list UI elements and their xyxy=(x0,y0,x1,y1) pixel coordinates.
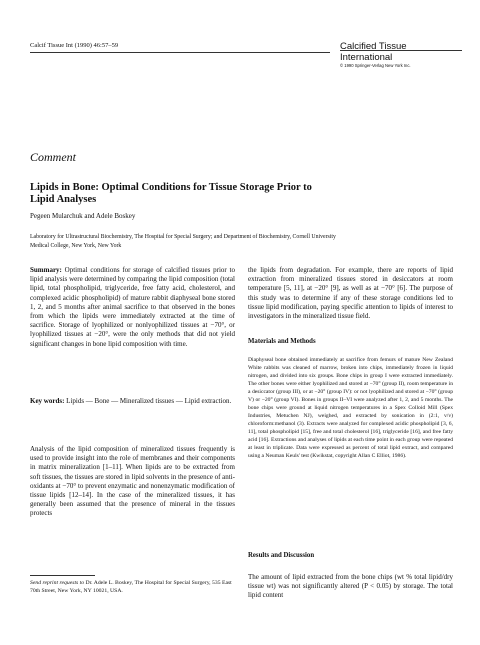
results-heading: Results and Discussion xyxy=(248,552,315,559)
authors: Pegeen Mularchuk and Adele Boskey xyxy=(30,212,136,220)
citation: Calcif Tissue Int (1990) 46:57–59 xyxy=(30,42,119,49)
journal-name-line2: International xyxy=(340,52,393,63)
title-line-2: Lipid Analyses xyxy=(30,194,97,205)
keywords-label: Key words: xyxy=(30,397,65,405)
section-label: Comment xyxy=(30,150,76,164)
summary-paragraph xyxy=(30,266,235,349)
summary-text: Optimal conditions for storage of calcified tissues prior to lipid analysis were determined by comparing the lipid composition (total lipid, total phospholipid, triglyceride, free fatty acid, cholesterol, and complexed acidic phospholipid) of mature rabbit diaphyseal bone stored 1, 2, and 5 months after animal sacrifice to that observed in the bones from which the lipids were immediately extracted at the time of sacrifice. Storage of lyophilized or nonlyophilized tissues at −70°, or lyophilized tissues at −20°, were the only methods that did not yield significant changes in bone lipid composition with time. xyxy=(30,266,235,348)
results-text: The amount of lipid extracted from the bone chips (wt % total lipid/dry tissue wt) was not significantly altered (P < 0.05) by storage. The total lipid content xyxy=(248,573,453,600)
journal-copyright: © 1990 Springer-Verlag New York Inc. xyxy=(340,63,411,68)
footnote xyxy=(30,579,235,595)
journal-masthead xyxy=(340,41,462,69)
affiliation-line-2: Medical College, New York, New York xyxy=(30,242,122,249)
journal-name-line1: Calcified Tissue xyxy=(340,41,407,52)
affiliation-line-1: Laboratory for Ultrastructural Biochemistry, The Hospital for Special Surgery; and Department of Biochemistry, Cornell University xyxy=(30,234,336,240)
article-title xyxy=(30,182,450,206)
footnote-text: Dr. Adele L. Boskey, The Hospital for Special Surgery, 535 East 70th Street, New York, NY 10021, USA. xyxy=(30,580,232,594)
keywords-paragraph xyxy=(30,397,235,406)
summary-label: Summary: xyxy=(30,266,62,274)
intro-paragraph xyxy=(30,445,235,519)
methods-paragraph xyxy=(248,356,453,460)
right-intro-text: the lipids from degradation. For example, there are reports of lipid extraction from mineralized tissues stored in desiccators at room temperature [5, 11], at −20° [9], as well as at −70° [6]. The purpose of this study was to determine if any of these storage conditions led to tissue lipid modification, paying specific attention to lipids of interest to investigators in the mineralized tissue field. xyxy=(248,266,453,321)
title-line-1: Lipids in Bone: Optimal Conditions for Tissue Storage Prior to xyxy=(30,182,312,193)
affiliation xyxy=(30,233,450,250)
footnote-label: Send reprint requests to xyxy=(30,580,85,586)
keywords-text: Lipids — Bone — Mineralized tissues — Lipid extraction. xyxy=(64,397,232,405)
methods-text: Diaphyseal bone obtained immediately at sacrifice from femurs of mature New Zealand White rabbits was cleaned of marrow, broken into chips, immediately frozen in liquid nitrogen, and divided into six groups. Bone chips in group I were extracted immediately. The other bones were either lyophilized and stored at −70° (group II), room temperature in a desiccator (group III), or at −20° (group IV): or not lyophilized and stored at −70° (group V) or −20° (group VI). Bones in groups II–VI were analyzed after 1, 2, and 5 months. The bone chips were ground at liquid nitrogen temperatures in a Spex Colloid Mill (Spex Industries, Metuchen NJ), weighed, and extracted by sonication in (2:1, v/v) chloroform:methanol (3). Extracts were analyzed for complexed acidic phospholipid [3, 6, 11], total phospholipid [15], free and total cholesterol [16], triglyceride [16], and free fatty acid [16]. Extractions and analyses of lipids at each time point in each group were repeated at least in triplicate. Data were expressed as percent of total lipid extract, and compared using a Neuman Keuls' test (Kwikstat, copyright Allan C Elliot, 1986). xyxy=(248,357,453,459)
methods-heading: Materials and Methods xyxy=(248,338,316,345)
right-intro-paragraph xyxy=(248,266,453,321)
footnote-rule xyxy=(30,575,95,576)
results-paragraph xyxy=(248,573,453,601)
intro-text: Analysis of the lipid composition of mineralized tissues frequently is used to provide insight into the role of membranes and their components in matrix mineralization [1–11]. When lipids are to be extracted from soft tissues, the tissues are stored in lipid solvents in the presence of anti-oxidants at −70° to prevent enzymatic and nonenzymatic modification of tissue lipids [12–14]. In the case of the mineralized tissues, it has generally been assumed that the presence of mineral in the tissues protects xyxy=(30,445,235,518)
masthead-rule xyxy=(340,50,462,51)
header-rule xyxy=(30,52,330,53)
